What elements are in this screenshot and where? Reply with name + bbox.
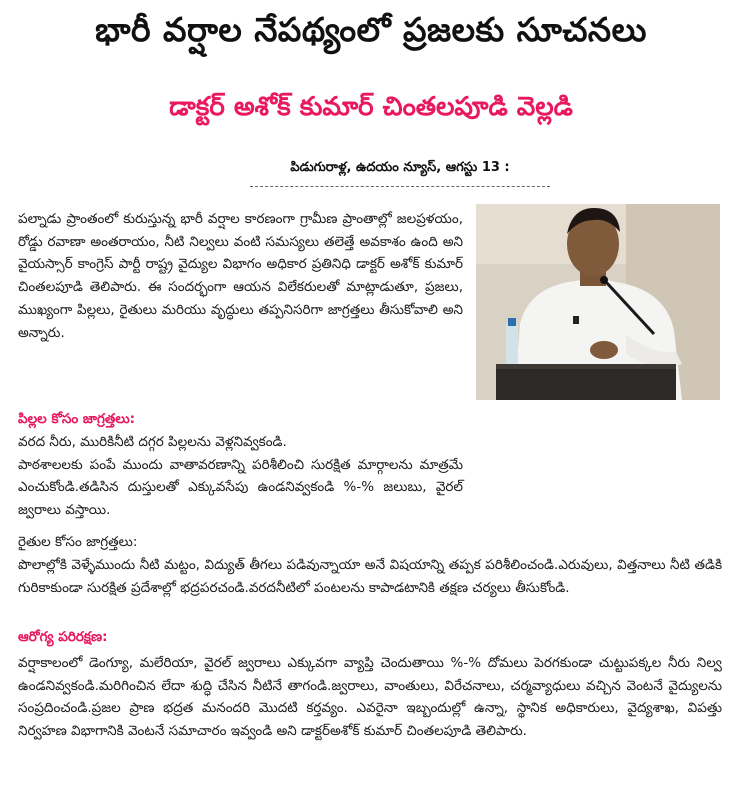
health-heading: ఆరోగ్య పరిరక్షణ:	[18, 629, 108, 645]
subheadline: డాక్టర్ అశోక్ కుమార్ చింతలపూడి వెల్లడి	[169, 92, 573, 122]
dateline-divider	[250, 186, 550, 187]
dateline: పిడుగురాళ్ల, ఉదయం న్యూస్, ఆగస్టు 13 :	[290, 160, 510, 175]
children-line-2: పాఠశాలలకు పంపే ముందు వాతావరణాన్ని పరిశీలించి సురక్షిత మార్గాలను మాత్రమే ఎంచుకోండి.తడిసిన దుస్తులతో ఎక్కువసేపు ఉండనివ్వకండి %-% జలుబు, వైరల్ జ్వరాలు వస్తాయి.	[18, 456, 463, 519]
children-section	[18, 431, 463, 522]
children-line-1: వరద నీరు, మురికినీటి దగ్గర పిల్లలను వెళ్లనివ్వకండి.	[18, 434, 287, 450]
farmers-heading: రైతుల కోసం జాగ్రత్తలు:	[18, 534, 138, 550]
intro-paragraph: పల్నాడు ప్రాంతంలో కురుస్తున్న భారీ వర్షాల కారణంగా గ్రామీణ ప్రాంతాల్లో జలప్రళయం, రోడ్డు రవాణా అంతరాయం, నీటి నిల్వలు వంటి సమస్యలు తలెత్తే అవకాశం ఉంది అని వైయస్సార్ కాంగ్రెస్ పార్టీ రాష్ట్ర వైద్యుల విభాగం అధికార ప్రతినిధి డాక్టర్ అశోక్ కుమార్ చింతలపూడి తెలిపారు. ఈ సందర్భంగా ఆయన విలేకరులతో మాట్లాడుతూ, ప్రజలు, ముఖ్యంగా పిల్లలు, రైతులు మరియు వృద్ధులు తప్పనిసరిగా జాగ్రత్తలు తీసుకోవాలి అని అన్నారు.	[18, 211, 463, 341]
headline: భారీ వర్షాల నేపథ్యంలో ప్రజలకు సూచనలు	[95, 10, 647, 49]
speaker-photo	[476, 204, 720, 400]
children-heading: పిల్లల కోసం జాగ్రత్తలు:	[18, 411, 136, 427]
health-paragraph: వర్షాకాలంలో డెంగ్యూ, మలేరియా, వైరల్ జ్వరాలు ఎక్కువగా వ్యాప్తి చెందుతాయి %-% దోమలు పెరగకుండా చుట్టుపక్కల నీరు నిల్వ ఉండనివ్వకండి.మరిగించిన లేదా శుద్ధి చేసిన నీటినే తాగండి.జ్వరాలు, వాంతులు, విరేచనాలు, చర్మవ్యాధులు వచ్చిన వెంటనే వైద్యులను సంప్రదించండి.ప్రజల ప్రాణ భద్రత మనందరి మొదటి కర్తవ్యం. ఎవరైనా ఇబ్బందుల్లో ఉన్నా, స్థానిక అధికారులు, వైద్యశాఖ, విపత్తు నిర్వహణ విభాగానికి వెంటనే సమాచారం ఇవ్వండి అని డాక్టర్అశోక్ కుమార్ చింతలపూడి తెలిపారు.	[18, 655, 722, 740]
farmers-paragraph: పొలాల్లోకి వెళ్ళేముందు నీటి మట్టం, విద్యుత్ తీగలు పడివున్నాయా అనే విషయాన్ని తప్పక పరిశీలించండి.ఎరువులు, విత్తనాలు నీటి తడికి గురికాకుండా సురక్షిత ప్రదేశాల్లో భద్రపరచండి.వరదనీటిలో పంటలను కాపాడటానికి తక్షణ చర్యలు తీసుకోండి.	[18, 557, 722, 596]
